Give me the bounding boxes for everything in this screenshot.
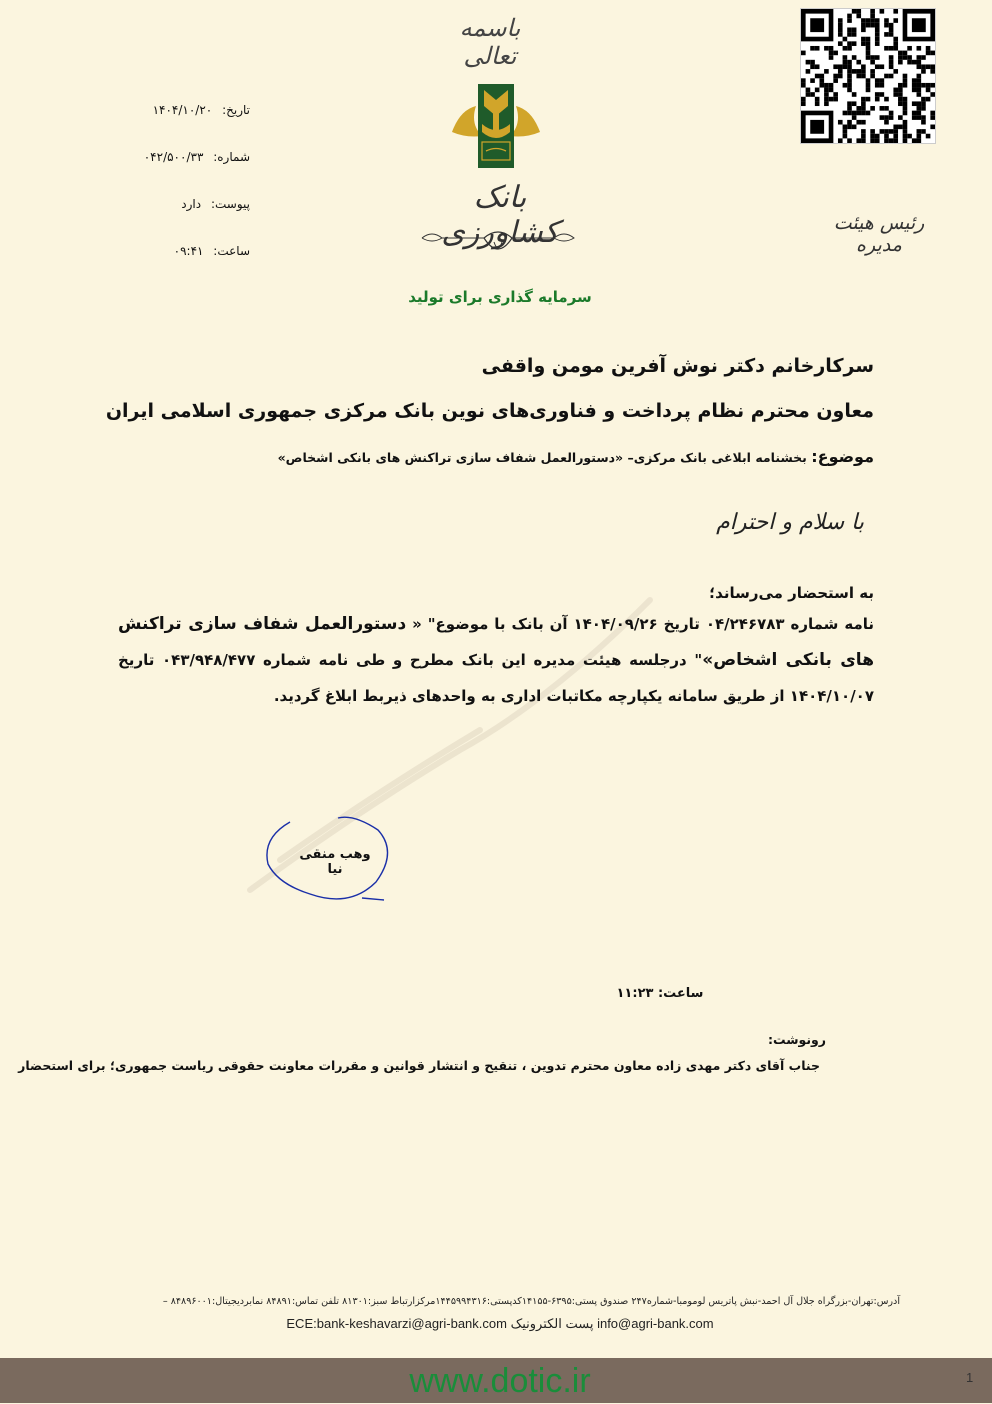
- time-row: [120, 244, 250, 258]
- invocation-text: باسمه تعالی: [459, 14, 521, 70]
- date-label: تاریخ:: [222, 103, 250, 117]
- ornament-divider: [418, 224, 578, 264]
- bank-name-script: بانک کشاورزی: [441, 180, 559, 250]
- body-title: دستورالعمل شفاف سازی تراکنش های بانکی اشخاص»: [118, 614, 874, 670]
- website-link[interactable]: www.dotic.ir: [409, 1362, 591, 1400]
- footer-address: آدرس:تهران-بزرگراه جلال آل احمد-نبش پاتریس لومومبا-شماره۲۴۷ صندوق پستی:۶۳۹۵-۱۴۱۵۵کدپستی:۱۴۴۵۹۹۴۳۱۶مرکزارتباط سبز:۸۱۳۰۱ تلفن تماس:۸۴۸۹۱ نمابردیجیتال:۸۴۸۹۶۰۰۱ –: [162, 1296, 900, 1307]
- signer-name: وهب منقی نیا: [299, 847, 371, 877]
- ornament-icon: [418, 224, 578, 264]
- body-lead: به استحضار می‌رساند؛: [709, 584, 874, 602]
- qr-code-pattern: [801, 9, 935, 143]
- time-label: ساعت:: [213, 244, 250, 258]
- body-part2: " درجلسه هیئت مدیره این بانک مطرح و طی نامه شماره ۰۴۳/۹۴۸/۴۷۷ تاریخ ۱۴۰۴/۱۰/۰۷ از طریق سامانه یکپارچه مکاتبات اداری به واحدهای ذیربط ابلاغ گردید.: [118, 651, 874, 705]
- greeting: با سلام و احترام: [716, 510, 864, 535]
- footer-email[interactable]: info@agri-bank.com پست الکترونیک ECE:bank-keshavarzi@agri-bank.com: [286, 1316, 714, 1331]
- body-part1: نامه شماره ۰۴/۲۴۶۷۸۳ تاریخ ۱۴۰۴/۰۹/۲۶ آن بانک با موضوع" «: [406, 615, 874, 633]
- attachment-row: [120, 197, 250, 211]
- board-chair-title: رئیس هیئت مدیره: [833, 212, 925, 256]
- date-value: ۱۴۰۴/۱۰/۲۰: [152, 103, 213, 117]
- time-value: ۰۹:۴۱: [173, 244, 204, 258]
- date-row: [120, 103, 250, 117]
- number-value: ۰۴۲/۵۰۰/۳۳: [143, 150, 204, 164]
- subject-line: [278, 447, 874, 466]
- time-stamp: ساعت: ۱۱:۲۳: [616, 986, 704, 1001]
- cc-label: رونوشت:: [767, 1032, 826, 1047]
- addressee-name: سرکارخانم دکتر نوش آفرین مومن واقفی: [481, 355, 874, 377]
- subject-text: بخشنامه ابلاغی بانک مرکزی– «دستورالعمل شفاف سازی تراکنش های بانکی اشخاص»: [277, 450, 807, 465]
- attachment-value: دارد: [181, 197, 202, 211]
- qr-code: [800, 8, 936, 144]
- attachment-label: پیوست:: [210, 197, 250, 211]
- number-label: شماره:: [213, 150, 250, 164]
- page-number: 1: [966, 1370, 974, 1385]
- wheat-emblem-icon: [446, 80, 546, 172]
- letter-body: [118, 580, 874, 714]
- slogan: سرمایه گذاری برای تولید: [408, 288, 592, 306]
- addressee-title: معاون محترم نظام پرداخت و فناوری‌های نوین بانک مرکزی جمهوری اسلامی ایران: [105, 400, 874, 422]
- bank-logo: [446, 80, 546, 172]
- number-row: [120, 150, 250, 164]
- cc-recipient: جناب آقای دکتر مهدی زاده معاون محترم تدوین ، تنقیح و انتشار قوانین و مقررات معاونت حقوقی ریاست جمهوری؛ برای استحضار: [18, 1058, 820, 1073]
- subject-label: موضوع:: [811, 447, 874, 466]
